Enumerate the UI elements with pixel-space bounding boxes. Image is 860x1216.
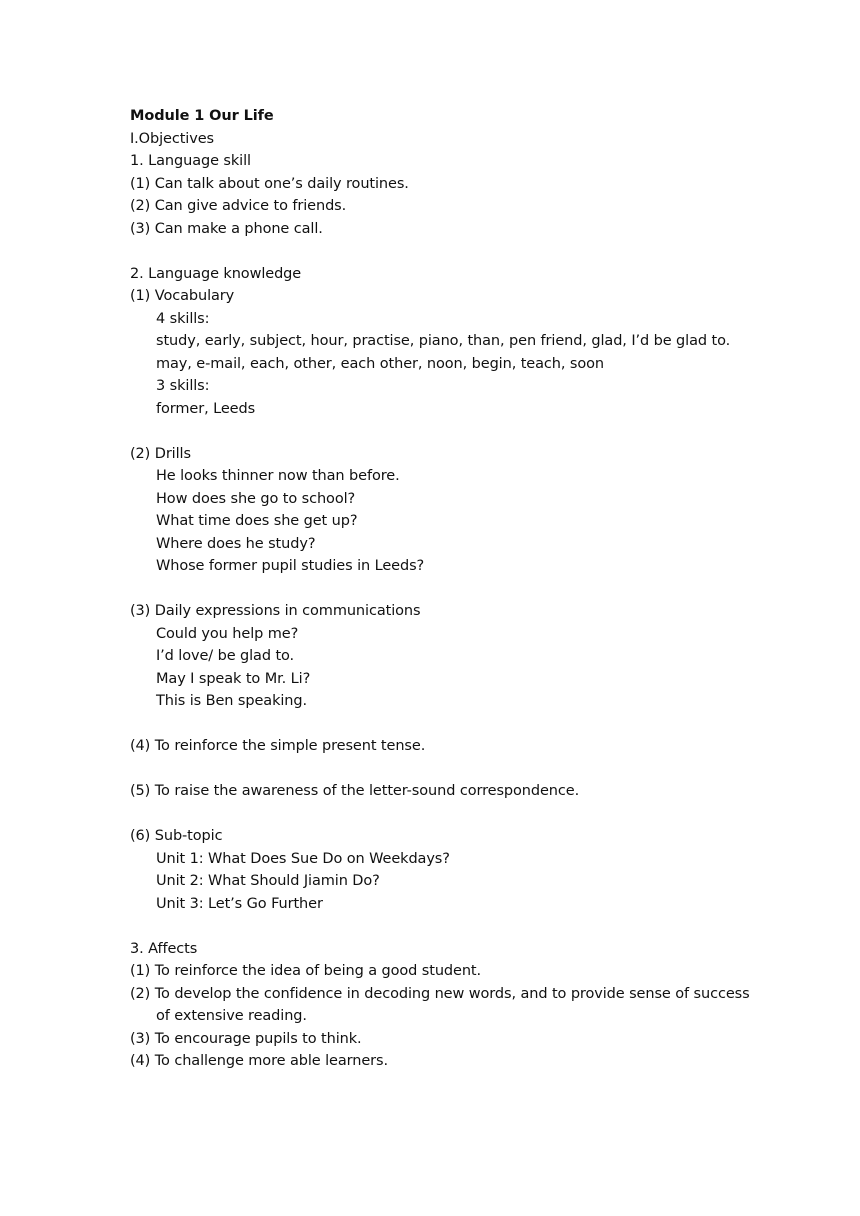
affects-item: (1) To reinforce the idea of being a good student. xyxy=(130,963,482,979)
affects-item: (4) To challenge more able learners. xyxy=(130,1053,388,1069)
language-skill-heading: 1. Language skill xyxy=(130,153,251,169)
three-skills-label: 3 skills: xyxy=(156,378,210,394)
drill-item: How does she go to school? xyxy=(156,490,356,507)
expression-item: Could you help me? xyxy=(156,625,299,642)
three-skills-words: former, Leeds xyxy=(156,400,256,417)
subtopic-item: Unit 2: What Should Jiamin Do? xyxy=(156,873,380,889)
spacer xyxy=(130,578,790,601)
expression-item: I’d love/ be glad to. xyxy=(156,648,295,664)
spacer xyxy=(130,713,790,736)
expression-item: This is Ben speaking. xyxy=(156,693,307,709)
language-knowledge-heading: 2. Language knowledge xyxy=(130,265,302,282)
drills-heading: (2) Drills xyxy=(130,445,191,462)
document-page xyxy=(130,105,790,1073)
subtopic-heading: (6) Sub-topic xyxy=(130,828,223,844)
present-tense-item: (4) To reinforce the simple present tense. xyxy=(130,738,426,754)
four-skills-words: study, early, subject, hour, practise, piano, than, pen friend, glad, I’d be glad to. xyxy=(156,333,731,349)
affects-item: (3) To encourage pupils to think. xyxy=(130,1030,362,1047)
expressions-heading: (3) Daily expressions in communications xyxy=(130,603,421,619)
affects-heading: 3. Affects xyxy=(130,940,198,957)
language-skill-item: (3) Can make a phone call. xyxy=(130,220,323,237)
language-skill-item: (1) Can talk about one’s daily routines. xyxy=(130,175,409,192)
spacer xyxy=(130,240,790,263)
affects-item: (2) To develop the confidence in decoding new words, and to provide sense of success xyxy=(130,985,750,1002)
expression-item: May I speak to Mr. Li? xyxy=(156,670,311,687)
language-skill-item: (2) Can give advice to friends. xyxy=(130,198,347,214)
four-skills-label: 4 skills: xyxy=(156,310,210,327)
letter-sound-item: (5) To raise the awareness of the letter-sound correspondence. xyxy=(130,783,580,799)
subtopic-item: Unit 3: Let’s Go Further xyxy=(156,895,323,912)
section-heading-objectives: Ⅰ.Objectives xyxy=(130,130,214,147)
spacer xyxy=(130,420,790,443)
vocabulary-heading: (1) Vocabulary xyxy=(130,288,235,304)
drill-item: Whose former pupil studies in Leeds? xyxy=(156,558,425,574)
four-skills-words: may, e-mail, each, other, each other, noon, begin, teach, soon xyxy=(156,355,604,372)
subtopic-item: Unit 1: What Does Sue Do on Weekdays? xyxy=(156,850,450,867)
spacer xyxy=(130,803,790,826)
spacer xyxy=(130,758,790,781)
drill-item: Where does he study? xyxy=(156,535,316,552)
spacer xyxy=(130,915,790,938)
affects-item-continuation: of extensive reading. xyxy=(156,1008,307,1024)
drill-item: He looks thinner now than before. xyxy=(156,468,400,484)
drill-item: What time does she get up? xyxy=(156,513,358,529)
module-title: Module 1 Our Life xyxy=(130,108,274,124)
